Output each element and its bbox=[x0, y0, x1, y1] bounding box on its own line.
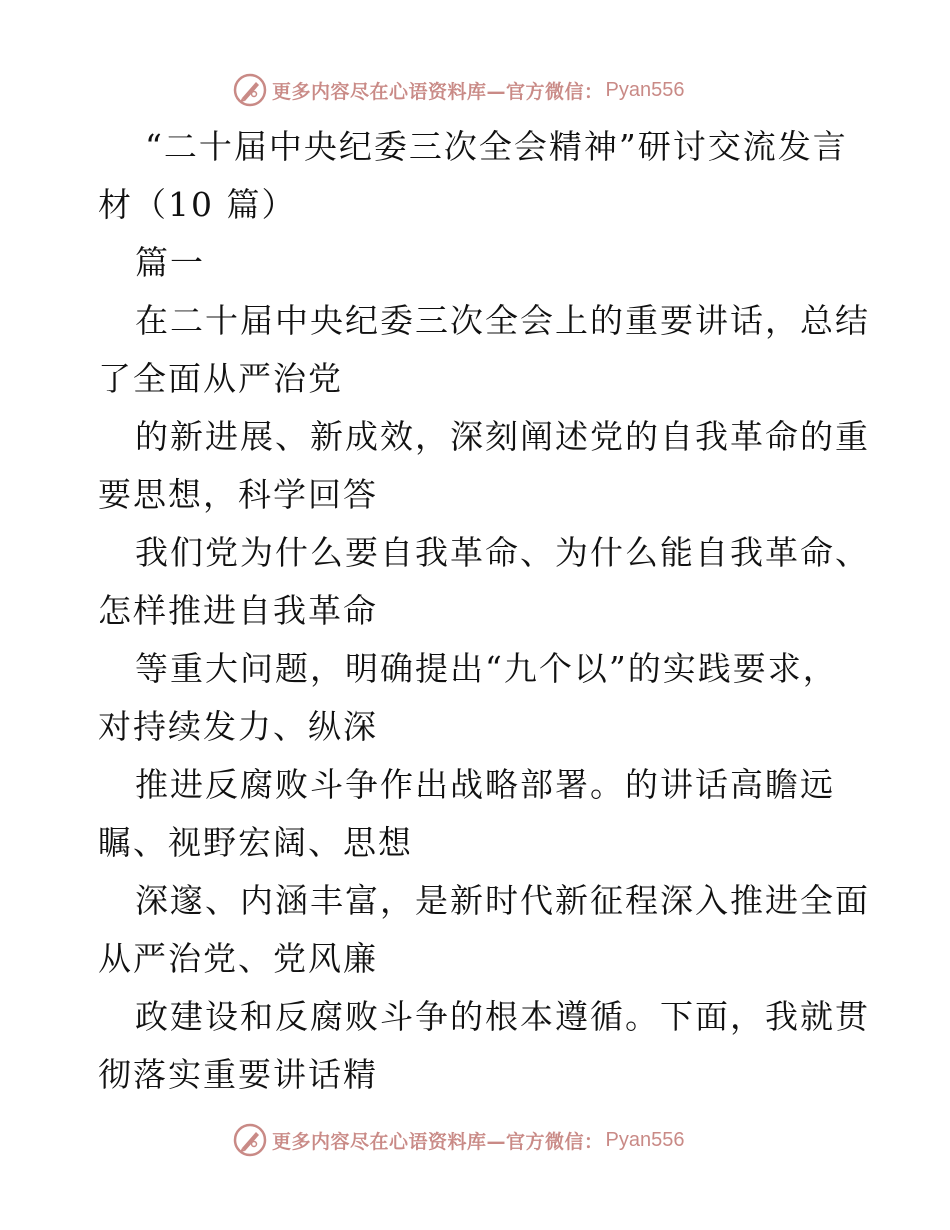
paragraph-line: 我们党为什么要自我革命、为什么能自我革命、 bbox=[135, 533, 870, 572]
paragraph-line: 瞩、视野宏阔、思想 bbox=[98, 823, 413, 862]
paragraph-line: 深邃、内涵丰富，是新时代新征程深入推进全面 bbox=[135, 881, 870, 920]
footer-banner-account: Pyan556 bbox=[605, 1128, 685, 1151]
document-title-line-2: 材（10 篇） bbox=[98, 185, 297, 224]
header-banner-text: 更多内容尽在心语资料库—官方微信： bbox=[272, 80, 604, 103]
footer-banner-text: 更多内容尽在心语资料库—官方微信： bbox=[272, 1130, 604, 1153]
paragraph-line: 要思想，科学回答 bbox=[98, 475, 378, 514]
paragraph-line: 的新进展、新成效，深刻阐述党的自我革命的重 bbox=[135, 417, 870, 456]
header-banner-account: Pyan556 bbox=[605, 78, 685, 101]
document-title-line-1: “二十届中央纪委三次全会精神”研讨交流发言 bbox=[145, 127, 848, 166]
document-body bbox=[98, 118, 870, 1104]
paragraph-line: 推进反腐败斗争作出战略部署。的讲话高瞻远 bbox=[135, 765, 835, 804]
footer-watermark-banner bbox=[232, 1120, 684, 1160]
paragraph-line: 彻落实重要讲话精 bbox=[98, 1055, 378, 1094]
paragraph-line: 政建设和反腐败斗争的根本遵循。下面，我就贯 bbox=[135, 997, 870, 1036]
header-watermark-banner bbox=[232, 70, 684, 110]
pen-nib-logo-icon bbox=[232, 72, 268, 108]
paragraph-line: 等重大问题，明确提出“九个以”的实践要求， bbox=[135, 649, 838, 688]
paragraph-line: 对持续发力、纵深 bbox=[98, 707, 378, 746]
section-heading: 篇一 bbox=[135, 243, 205, 282]
paragraph-line: 了全面从严治党 bbox=[98, 359, 343, 398]
paragraph-line: 在二十届中央纪委三次全会上的重要讲话，总结 bbox=[135, 301, 870, 340]
paragraph-line: 从严治党、党风廉 bbox=[98, 939, 378, 978]
paragraph-line: 怎样推进自我革命 bbox=[98, 591, 378, 630]
pen-nib-logo-icon bbox=[232, 1122, 268, 1158]
